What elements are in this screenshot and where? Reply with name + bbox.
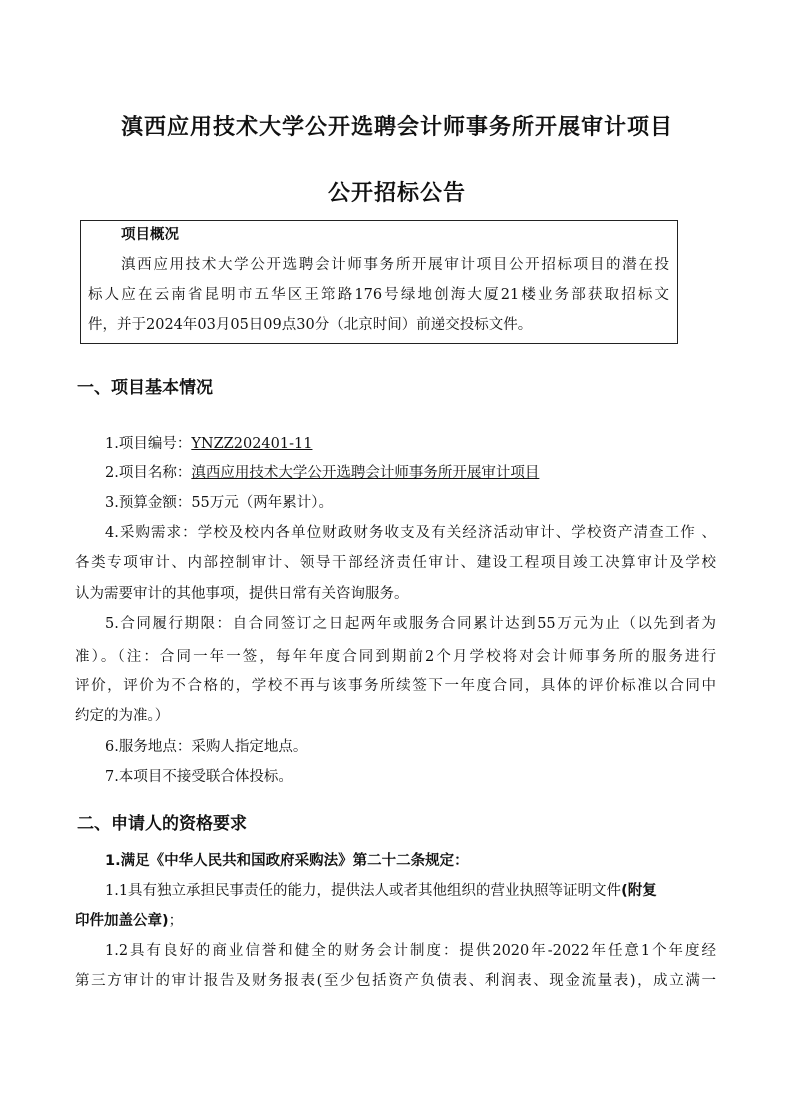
item-no-consortium: 7.本项目不接受联合体投标。 [105, 769, 293, 785]
qualification-1-heading: 1.满足《中华人民共和国政府采购法》第二十二条规定： [105, 853, 469, 869]
overview-line-3: 件，并于2024年03月05日09点30分（北京时间）前递交投标文件。 [88, 317, 533, 333]
qualification-1-1-text: 1.1具有独立承担民事责任的能力，提供法人或者其他组织的营业执照等证明文件 [105, 883, 622, 899]
item-project-number-label: 1.项目编号： [105, 436, 192, 452]
item-service-location: 6.服务地点：采购人指定地点。 [105, 739, 308, 755]
item-project-name [105, 463, 539, 483]
document-title-line2: 公开招标公告 [327, 181, 466, 206]
item-contract-period-line-1: 5.合同履行期限：自合同签订之日起两年或服务合同累计达到55万元为止（以先到者为 [105, 616, 716, 632]
qualification-1-2-line-1: 1.2具有良好的商业信誉和健全的财务会计制度：提供2020年-2022年任意1个年度经 [105, 943, 716, 959]
item-budget: 3.预算金额：55万元（两年累计）。 [105, 495, 334, 511]
overview-line-1: 滇西应用技术大学公开选聘会计师事务所开展审计项目公开招标项目的潜在投 [121, 257, 669, 273]
overview-heading: 项目概况 [121, 227, 179, 243]
document-title-line1: 滇西应用技术大学公开选聘会计师事务所开展审计项目 [120, 115, 673, 140]
qualification-1-1-line-2 [75, 911, 183, 931]
overview-line-2: 标人应在云南省昆明市五华区王筇路176号绿地创海大厦21楼业务部获取招标文 [88, 287, 669, 303]
qualification-1-1-line-1 [105, 881, 657, 901]
qualification-1-1-emphasis-a: (附复 [621, 883, 657, 899]
item-project-number-value: YNZZ202401-11 [191, 436, 313, 452]
qualification-1-2-line-2: 第三方审计的审计报告及财务报表(至少包括资产负债表、利润表、现金流量表)，成立满一 [75, 973, 716, 989]
item-contract-period-line-3: 评价，评价为不合格的，学校不再与该事务所续签下一年度合同，具体的评价标准以合同中 [75, 678, 716, 694]
section2-heading: 二、申请人的资格要求 [77, 814, 247, 834]
item-project-number [105, 434, 312, 454]
item-contract-period-line-2: 准）。（注：合同一年一签，每年年度合同到期前2个月学校将对会计师事务所的服务进行 [75, 649, 716, 665]
item-requirements-line-2: 各类专项审计、内部控制审计、领导干部经济责任审计、建设工程项目竣工决算审计及学校 [75, 555, 716, 571]
item-project-name-label: 2.项目名称： [105, 465, 192, 481]
item-project-name-value: 滇西应用技术大学公开选聘会计师事务所开展审计项目 [191, 465, 540, 481]
item-requirements-line-3: 认为需要审计的其他事项，提供日常有关咨询服务。 [75, 586, 409, 602]
item-contract-period-line-4: 约定的为准。） [75, 708, 170, 724]
qualification-1-1-end: ； [168, 913, 184, 929]
section1-heading: 一、项目基本情况 [77, 378, 213, 398]
qualification-1-1-emphasis-b: 印件加盖公章) [75, 913, 169, 929]
item-requirements-line-1: 4.采购需求：学校及校内各单位财政财务收支及有关经济活动审计、学校资产清查工作 、 [105, 525, 716, 541]
